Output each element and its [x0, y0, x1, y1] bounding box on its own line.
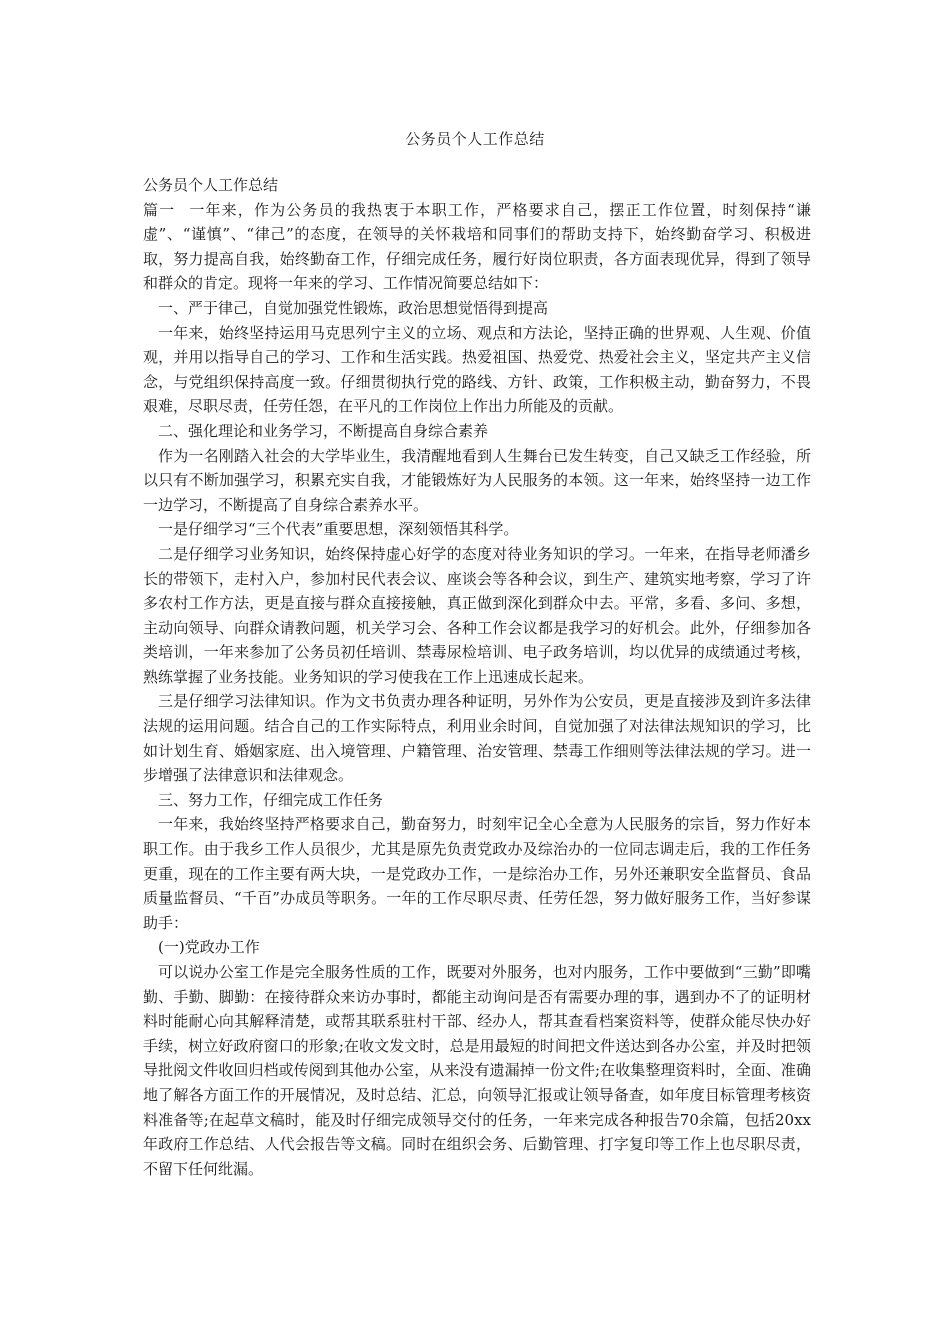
document-title: 公务员个人工作总结: [405, 130, 545, 148]
section3-sub-paragraph: 可以说办公室工作是完全服务性质的工作，既要对外服务，也对内服务，工作中要做到“三勤”即嘴勤、手勤、脚勤：在接待群众来访办事时，都能主动询问是否有需要办理的事，遇到办不了的证明材料时能耐心向其解释清楚，或帮其联系驻村干部、经办人，帮其查看档案资料等，使群众能尽快办好手续，树立好政府窗口的形象;在收文发文时，总是用最短的时间把文件送达到各办公室，并及时把领导批阅文件收回归档或传阅到其他办公室，从来没有遗漏掉一份文件;在收集整理资料时，全面、准确地了解各方面工作的开展情况，及时总结、汇总，向领导汇报或让领导备查，如年度目标管理考核资料准备等;在起草文稿时，能及时仔细完成领导交付的任务，一年来完成各种报告70余篇，包括20xx年政府工作总结、人代会报告等文稿。同时在组织会务、后勤管理、打字复印等工作上也尽职尽责，不留下任何纰漏。: [143, 963, 811, 1178]
intro-paragraph: [143, 198, 811, 296]
section3-heading: 三、努力工作，仔细完成工作任务: [158, 790, 384, 809]
section1-heading: 一、严于律己，自觉加强党性锻炼，政治思想觉悟得到提高: [158, 298, 549, 317]
section2-point3: 三是仔细学习法律知识。作为文书负责办理各种证明，另外作为公安员，更是直接涉及到许多法律法规的运用问题。结合自己的工作实际特点，利用业余时间，自觉加强了对法律法规知识的学习，比如计划生育、婚姻家庭、出入境管理、户籍管理、治安管理、禁毒工作细则等法律法规的学习。进一步增强了法律意识和法律观念。: [143, 692, 811, 785]
section2-heading: 二、强化理论和业务学习，不断提高自身综合素养: [158, 421, 489, 440]
document-subtitle: 公务员个人工作总结: [143, 176, 279, 194]
section3-sub-heading: (一)党政办工作: [158, 938, 260, 957]
section1-paragraph: 一年来，始终坚持运用马克思列宁主义的立场、观点和方法论，坚持正确的世界观、人生观、价值观，并用以指导自己的学习、工作和生活实践。热爱祖国、热爱党、热爱社会主义，坚定共产主义信念，与党组织保持高度一致。仔细贯彻执行党的路线、方针、政策，工作积极主动，勤奋努力，不畏艰难，尽职尽责，任劳任怨，在平凡的工作岗位上作出力所能及的贡献。: [143, 323, 811, 416]
section2-paragraph: 作为一名刚踏入社会的大学毕业生，我清醒地看到人生舞台已发生转变，自己又缺乏工作经验，所以只有不断加强学习，积累充实自我，才能锻炼好为人民服务的本领。这一年来，始终坚持一边工作一边学习，不断提高了自身综合素养水平。: [143, 446, 811, 514]
section2-point2: 二是仔细学习业务知识，始终保持虚心好学的态度对待业务知识的学习。一年来，在指导老师潘乡长的带领下，走村入户，参加村民代表会议、座谈会等各种会议，到生产、建筑实地考察，学习了许多农村工作方法，更是直接与群众直接接触，真正做到深化到群众中去。平常，多看、多问、多想，主动向领导、向群众请教问题，机关学习会、各种工作会议都是我学习的好机会。此外，仔细参加各类培训，一年来参加了公务员初任培训、禁毒尿检培训、电子政务培训，均以优异的成绩通过考核，熟练掌握了业务技能。业务知识的学习使我在工作上迅速成长起来。: [143, 544, 811, 686]
section2-point1: 一是仔细学习“三个代表”重要思想，深刻领悟其科学。: [158, 520, 519, 539]
document-body: [143, 173, 811, 1181]
section3-paragraph: 一年来，我始终坚持严格要求自己，勤奋努力，时刻牢记全心全意为人民服务的宗旨，努力作好本职工作。由于我乡工作人员很少，尤其是原先负责党政办及综治办的一位同志调走后，我的工作任务更重，现在的工作主要有两大块，一是党政办工作，一是综治办工作，另外还兼职安全监督员、食品质量监督员、“千百”办成员等职务。一年的工作尽职尽责、任劳任怨，努力做好服务工作，当好参谋助手：: [143, 815, 811, 932]
intro-label: 篇一: [143, 200, 176, 219]
intro-text: 一年来，作为公务员的我热衷于本职工作，严格要求自己，摆正工作位置，时刻保持“谦虚”、“谨慎”、“律己”的态度，在领导的关怀栽培和同事们的帮助支持下，始终勤奋学习、积极进取，努力提高自我，始终勤奋工作，仔细完成任务，履行好岗位职责，各方面表现优异，得到了领导和群众的肯定。现将一年来的学习、工作情况简要总结如下：: [143, 200, 811, 293]
